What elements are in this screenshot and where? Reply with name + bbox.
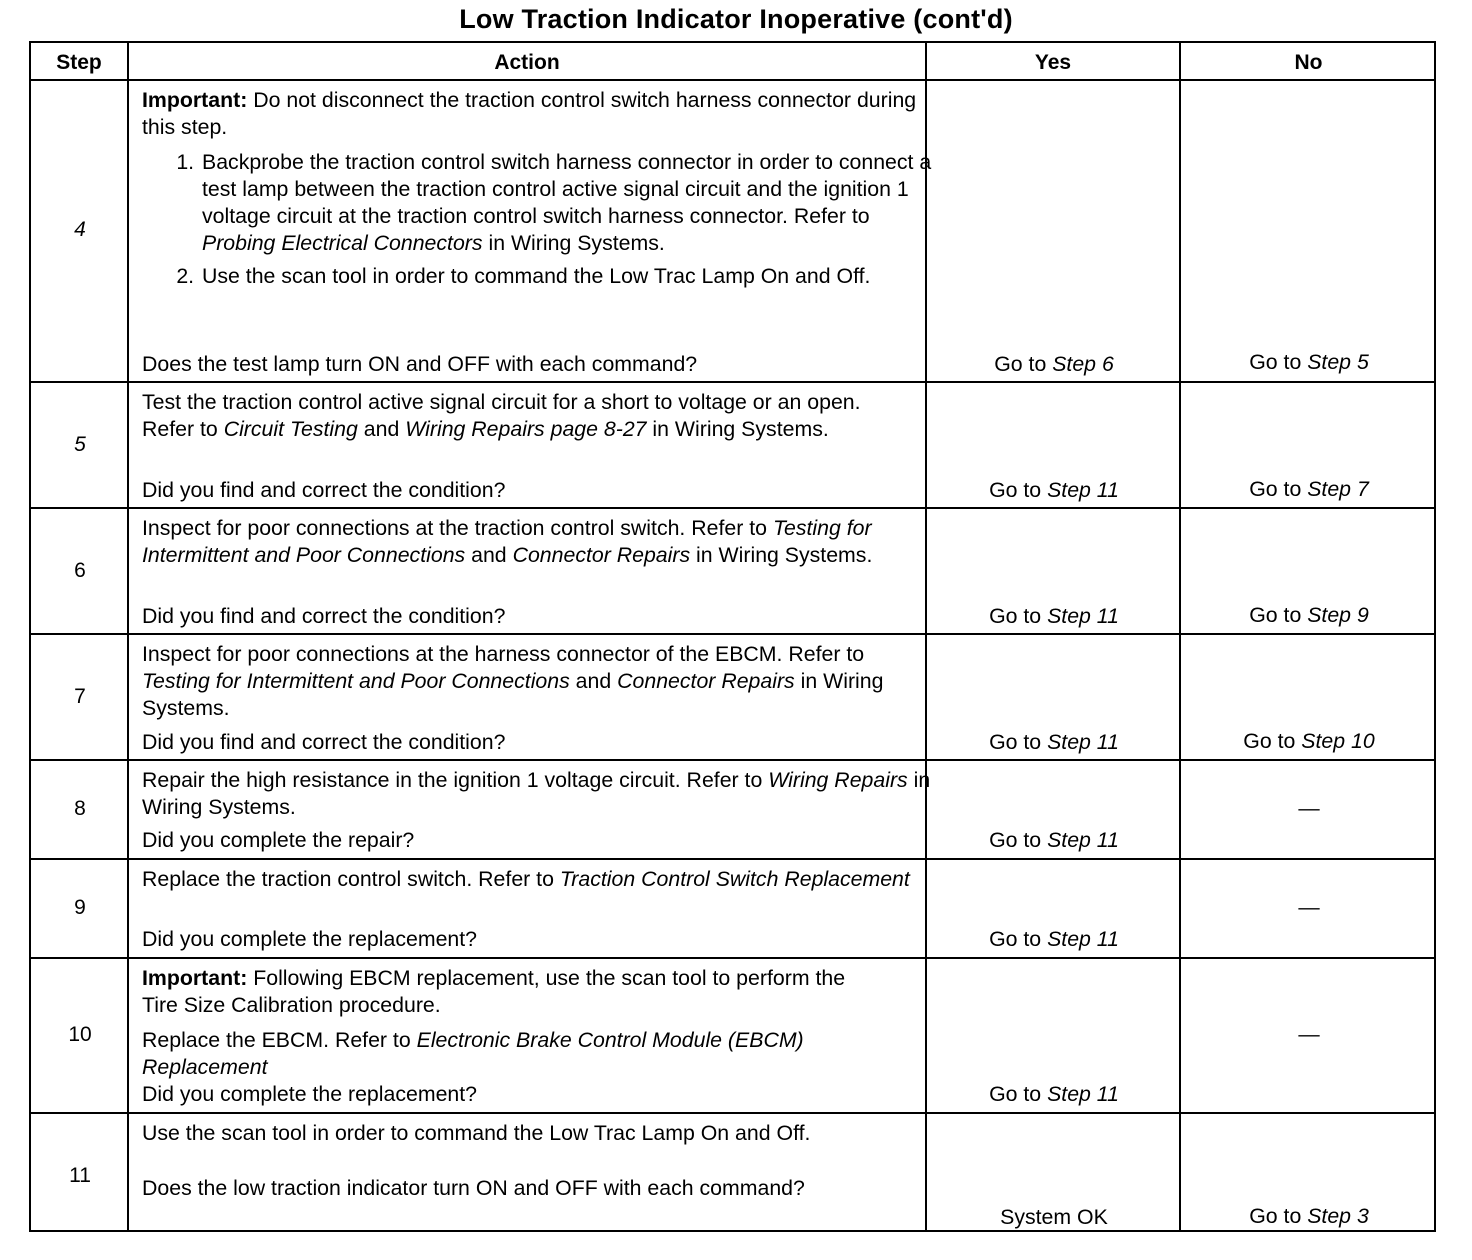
yes-result — [929, 1081, 1179, 1108]
step-link[interactable]: Step 11 — [1047, 478, 1119, 502]
troubleshooting-table — [29, 41, 1436, 1232]
header-no: No — [1294, 51, 1323, 74]
reference-link[interactable]: Connector Repairs — [512, 543, 691, 567]
question-text: Did you complete the replacement? — [142, 1082, 478, 1106]
result-prefix: Go to — [1249, 603, 1308, 627]
table-row — [31, 635, 1434, 759]
reference-link[interactable]: Wiring Repairs page 8-27 — [405, 417, 647, 441]
list-item — [200, 149, 932, 257]
important-text: Following EBCM replacement, use the scan tool to perform the Tire Size Calibration procedure. — [142, 966, 846, 1017]
step-link[interactable]: Step 7 — [1307, 477, 1369, 501]
step-link[interactable]: Step 11 — [1047, 1082, 1119, 1106]
step-number: 4 — [74, 218, 86, 241]
header-action: Action — [494, 51, 560, 74]
action-text — [142, 866, 932, 893]
yes-result — [929, 477, 1179, 504]
step-link[interactable]: Step 5 — [1307, 350, 1369, 374]
text: Replace the traction control switch. Refer to — [142, 867, 560, 891]
yes-result: System OK — [1000, 1205, 1108, 1229]
reference-link[interactable]: Testing for Intermittent and Poor Connections — [142, 669, 570, 693]
table-row — [31, 509, 1434, 633]
step-number: 10 — [68, 1023, 92, 1046]
important-note — [142, 965, 862, 1019]
text: in Wiring Systems. — [646, 417, 829, 441]
no-result — [1182, 728, 1436, 755]
yes-result — [929, 729, 1179, 756]
reference-link[interactable]: Testing for Intermittent and Poor Connections — [142, 516, 872, 567]
reference-link[interactable]: Probing Electrical Connectors — [202, 231, 483, 255]
text: Inspect for poor connections at the traction control switch. Refer to — [142, 516, 773, 540]
table-row — [31, 761, 1434, 858]
no-result — [1182, 349, 1436, 376]
text: and — [465, 543, 513, 567]
action-text — [142, 965, 932, 1081]
page-title: Low Traction Indicator Inoperative (cont'd) — [459, 4, 1013, 34]
text: and — [569, 669, 618, 693]
instruction-text — [142, 515, 902, 569]
step-number: 7 — [74, 685, 86, 708]
result-prefix: Go to — [994, 352, 1053, 376]
step-number: 9 — [74, 896, 86, 919]
question-text: Did you complete the repair? — [142, 828, 415, 852]
yes-result — [929, 827, 1179, 854]
step-link[interactable]: Step 11 — [1047, 927, 1119, 951]
important-label: Important: — [142, 966, 248, 990]
step-link[interactable]: Step 3 — [1307, 1204, 1369, 1228]
text: Test the traction control active signal circuit for a short to voltage or an open. Refer to — [142, 390, 861, 441]
step-number: 8 — [74, 797, 86, 820]
text: in Wiring Systems. — [142, 768, 931, 819]
instruction-text — [142, 389, 902, 443]
important-label: Important: — [142, 88, 248, 112]
instruction-text — [142, 866, 932, 893]
instruction-text: Use the scan tool in order to command the Low Trac Lamp On and Off. — [202, 264, 871, 288]
table-row — [31, 959, 1434, 1112]
instruction-text — [142, 767, 932, 821]
header-yes: Yes — [1034, 51, 1072, 74]
no-result — [1182, 476, 1436, 503]
table-row — [31, 81, 1434, 381]
instruction-text — [142, 1027, 932, 1081]
reference-link[interactable]: Electronic Brake Control Module (EBCM) Replacement — [142, 1028, 804, 1079]
reference-link[interactable]: Traction Control Switch Replacement — [559, 867, 910, 891]
step-link[interactable]: Step 9 — [1307, 603, 1369, 627]
action-text — [142, 641, 932, 722]
important-note — [142, 87, 932, 141]
text: Repair the high resistance in the ignition 1 voltage circuit. Refer to — [142, 768, 769, 792]
step-link[interactable]: Step 11 — [1047, 730, 1119, 754]
table-row — [31, 1114, 1434, 1230]
result-prefix: Go to — [989, 1082, 1048, 1106]
question-text: Does the low traction indicator turn ON and OFF with each command? — [142, 1176, 805, 1200]
action-text — [142, 1120, 932, 1147]
step-link[interactable]: Step 6 — [1052, 352, 1114, 376]
result-prefix: Go to — [1249, 1204, 1308, 1228]
no-result — [1182, 1203, 1436, 1230]
text: Replace the EBCM. Refer to — [142, 1028, 417, 1052]
action-text — [142, 87, 932, 290]
question-text: Did you complete the replacement? — [142, 927, 478, 951]
text: in Wiring Systems. — [142, 669, 884, 720]
instruction-text: in Wiring Systems. — [482, 231, 665, 255]
text: and — [357, 417, 406, 441]
result-prefix: Go to — [989, 604, 1048, 628]
yes-result — [929, 351, 1179, 378]
reference-link[interactable]: Wiring Repairs — [768, 768, 908, 792]
result-prefix: Go to — [1249, 477, 1308, 501]
reference-link[interactable]: Circuit Testing — [223, 417, 358, 441]
step-link[interactable]: Step 10 — [1301, 729, 1375, 753]
action-text — [142, 389, 932, 443]
text: Inspect for poor connections at the harness connector of the EBCM. Refer to — [142, 642, 865, 666]
no-result: — — [1298, 895, 1320, 919]
instruction-text: Backprobe the traction control switch harness connector in order to connect a test lamp between the traction control active signal circuit and the ignition 1 voltage circuit at the traction control switch harness connector. Refer to — [202, 150, 932, 228]
no-result: — — [1298, 1022, 1320, 1046]
result-prefix: Go to — [1249, 350, 1308, 374]
result-prefix: Go to — [989, 730, 1048, 754]
step-number: 6 — [74, 559, 86, 582]
instruction-text: Use the scan tool in order to command the Low Trac Lamp On and Off. — [142, 1121, 811, 1145]
yes-result — [929, 603, 1179, 630]
yes-result — [929, 926, 1179, 953]
question-text: Did you find and correct the condition? — [142, 478, 506, 502]
text: in Wiring Systems. — [690, 543, 873, 567]
instruction-text — [142, 641, 907, 722]
step-number: 5 — [74, 433, 86, 456]
result-prefix: Go to — [989, 478, 1048, 502]
step-link[interactable]: Step 11 — [1047, 604, 1119, 628]
table-row — [31, 860, 1434, 957]
step-link[interactable]: Step 11 — [1047, 828, 1119, 852]
table-row — [31, 383, 1434, 507]
no-result: — — [1298, 796, 1320, 820]
important-text: Do not disconnect the traction control switch harness connector during this step. — [142, 88, 917, 139]
result-prefix: Go to — [989, 927, 1048, 951]
action-text — [142, 515, 932, 569]
question-text: Did you find and correct the condition? — [142, 604, 506, 628]
action-text — [142, 767, 932, 821]
header-step: Step — [56, 51, 102, 74]
procedure-list — [142, 149, 932, 290]
reference-link[interactable]: Connector Repairs — [617, 669, 795, 693]
result-prefix: Go to — [989, 828, 1048, 852]
question-text: Does the test lamp turn ON and OFF with each command? — [142, 352, 698, 376]
no-result — [1182, 602, 1436, 629]
step-number: 11 — [69, 1164, 91, 1187]
list-item — [200, 263, 932, 290]
question-text: Did you find and correct the condition? — [142, 730, 506, 754]
result-prefix: Go to — [1243, 729, 1302, 753]
